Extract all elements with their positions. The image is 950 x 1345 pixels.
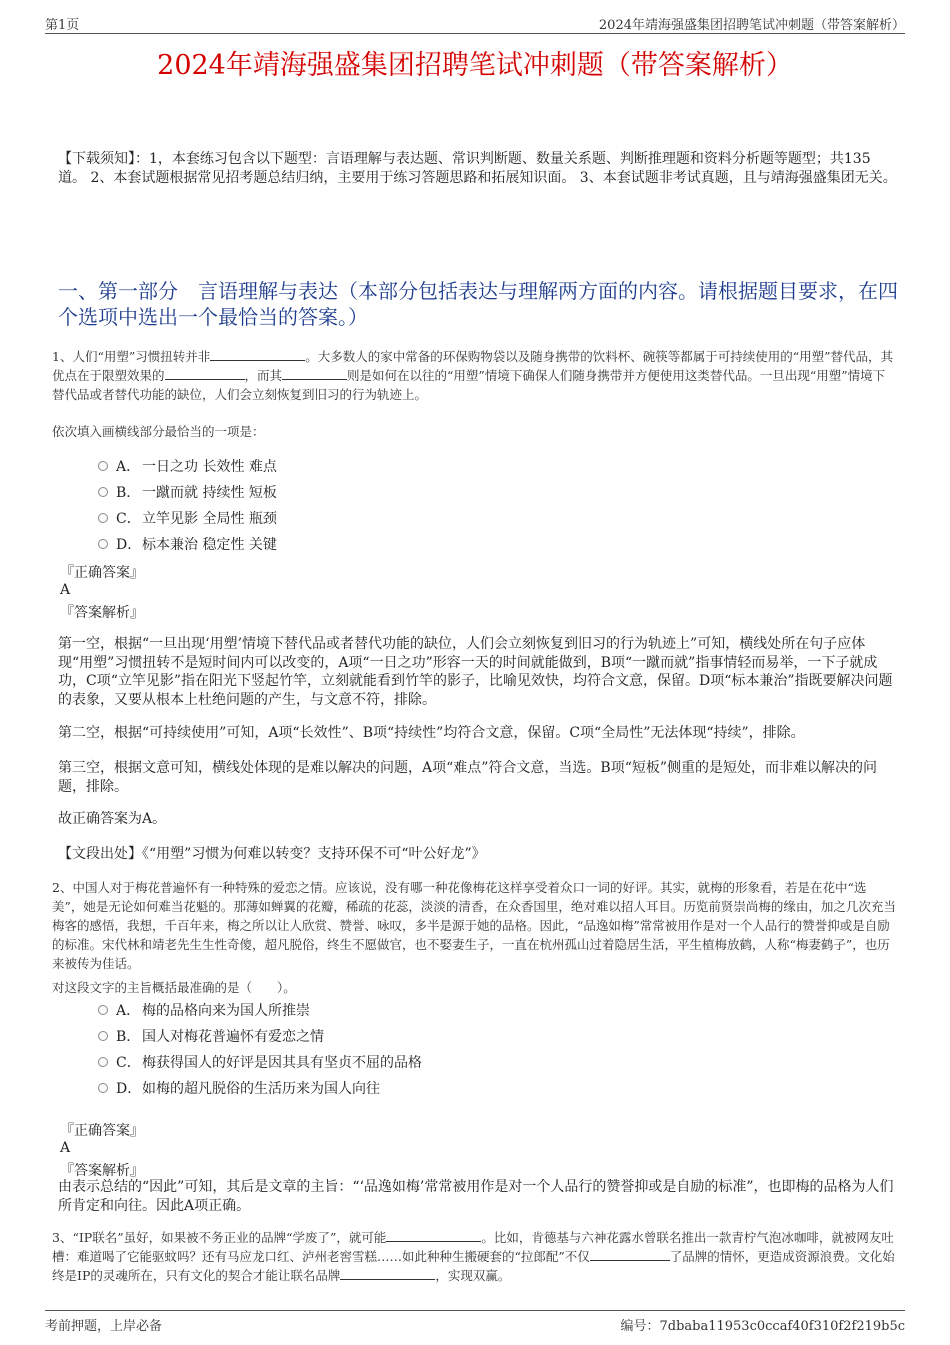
question-2-stem: 2、中国人对于梅花普遍怀有一种特殊的爱恋之情。应该说，没有哪一种花像梅花这样享受着众口一词的好评。其实，就梅的形象看，若是在花中“选美”，她是无论如何难当花魁的。那薄如蝉翼的花瓣，稀疏的花蕊，淡淡的清香，在众香国里，绝对难以招人耳目。历览前贤崇尚梅的缘由，加之几次充当梅客的感悟，我想，千百年来，梅之所以让人欣赏、赞誉、咏叹，多半是源于她的品格。因此，“品逸如梅”常常被用作是对一个人品行的赞誉抑或是自励的标准。宋代林和靖老先生生性奇傻，超凡脱俗，终生不愿做官，也不娶妻生子，一直在杭州孤山过着隐居生活，平生植梅放鹤，人称“梅妻鹤子”，也历来被传为佳话。 xyxy=(52,880,896,971)
question-1-options xyxy=(98,453,277,557)
analysis-paragraph: 由表示总结的“因此”可知，其后是文章的主旨：“‘品逸如梅’常常被用作是对一个人品行的赞誉抑或是自励的标准”，也即梅的品格为人们所肯定和向往。因此A项正确。 xyxy=(58,1179,894,1214)
option-a[interactable]: A． 一日之功 长效性 难点 xyxy=(98,453,277,479)
page-number: 第1页 xyxy=(45,18,80,33)
download-notice: 【下载须知】：1，本套练习包含以下题型：言语理解与表达题、常识判断题、数量关系题、判断推理题和资料分析题等题型；共135道。 2、本套试题根据常见招考题总结归纳，主要用于练习答题思路和拓展知识面。 3、本套试题非考试真题，且与靖海强盛集团无关。 xyxy=(58,151,897,186)
answer-value: A xyxy=(60,582,71,598)
source-note: 【文段出处】《“用塑”习惯为何难以转变？支持环保不可“叶公好龙”》 xyxy=(58,846,486,862)
header-doc-title: 2024年靖海强盛集团招聘笔试冲刺题（带答案解析） xyxy=(598,18,905,33)
analysis-paragraph: 第一空，根据“一旦出现‘用塑’情境下替代品或者替代功能的缺位，人们会立刻恢复到旧习的行为轨迹上”可知，横线处所在句子应体现“用塑”习惯扭转不是短时间内可以改变的，A项“一日之功”形容一天的时间就能做到，B项“一蹴而就”指事情轻而易举，一下子就成功，C项“立竿见影”指在阳光下竖起竹竿，立刻就能看到竹竿的影子，比喻见效快，均符合文意，保留。D项“标本兼治”指既要解决问题的表象，又要从根本上杜绝问题的产生，与文意不符，排除。 xyxy=(58,636,893,708)
analysis-label: 『答案解析』 xyxy=(60,605,144,621)
answer-blank xyxy=(590,1248,670,1261)
footer-slogan: 考前押题，上岸必备 xyxy=(45,1319,163,1334)
analysis-conclusion: 故正确答案为A。 xyxy=(58,811,167,827)
answer-blank xyxy=(340,1267,435,1280)
question-3-stem: 3、“IP联名”虽好，如果被不务正业的品牌“学废了”，就可能 。比如，肯德基与六神花露水曾联名推出一款青柠气泡冰咖啡，就被网友吐槽：难道喝了它能驱蚊吗？还有马应龙口红、泸州老窖雪糕……如此种种生搬硬套的“拉郎配”不仅 了品牌的情怀，更造成资源浪费。文化始终是IP的灵魂所在，只有文化的契合才能让联名品牌 ，实现双赢。 xyxy=(52,1230,895,1283)
answer-blank xyxy=(210,348,305,361)
option-c[interactable]: C． 立竿见影 全局性 瓶颈 xyxy=(98,505,277,531)
answer-label: 『正确答案』 xyxy=(60,1123,144,1139)
page-title: 2024年靖海强盛集团招聘笔试冲刺题（带答案解析） xyxy=(157,50,793,81)
option-d[interactable]: D． 如梅的超凡脱俗的生活历来为国人向往 xyxy=(98,1075,422,1101)
section-heading: 一、第一部分 言语理解与表达（本部分包括表达与理解两方面的内容。请根据题目要求，在四个选项中选出一个最恰当的答案。） xyxy=(58,279,898,329)
option-b[interactable]: B． 一蹴而就 持续性 短板 xyxy=(98,479,277,505)
question-2-prompt: 对这段文字的主旨概括最准确的是（ ）。 xyxy=(52,980,296,995)
answer-blank xyxy=(282,367,347,380)
answer-blank xyxy=(386,1229,481,1242)
question-2-options xyxy=(98,997,422,1101)
analysis-paragraph: 第二空，根据“可持续使用”可知，A项“长效性”、B项“持续性”均符合文意，保留。C项“全局性”无法体现“持续”，排除。 xyxy=(58,725,805,741)
answer-label: 『正确答案』 xyxy=(60,565,144,581)
header-divider xyxy=(45,33,905,34)
answer-blank xyxy=(165,367,245,380)
option-d[interactable]: D． 标本兼治 稳定性 关键 xyxy=(98,531,277,557)
analysis-paragraph: 第三空，根据文意可知，横线处体现的是难以解决的问题，A项“难点”符合文意，当选。B项“短板”侧重的是短处，而非难以解决的问题，排除。 xyxy=(58,760,878,795)
radio-icon[interactable] xyxy=(98,461,108,471)
footer-divider xyxy=(45,1310,905,1311)
radio-icon[interactable] xyxy=(98,1031,108,1041)
question-1-prompt: 依次填入画横线部分最恰当的一项是： xyxy=(52,424,265,439)
radio-icon[interactable] xyxy=(98,487,108,497)
option-c[interactable]: C． 梅获得国人的好评是因其具有坚贞不屈的品格 xyxy=(98,1049,422,1075)
analysis-label: 『答案解析』 xyxy=(60,1163,144,1179)
option-a[interactable]: A． 梅的品格向来为国人所推崇 xyxy=(98,997,422,1023)
answer-value: A xyxy=(60,1140,71,1156)
question-1-stem: 1、人们“用塑”习惯扭转并非 。大多数人的家中常备的环保购物袋以及随身携带的饮料杯、碗筷等都属于可持续使用的“用塑”替代品，其优点在于限塑效果的 ，而其 则是如何在以往的“用塑”情境下确保人们随身携带并方便使用这类替代品。一旦出现“用塑”情境下替代品或者替代功能的缺位，人们会立刻恢复到旧习的行为轨迹上。 xyxy=(52,349,894,402)
radio-icon[interactable] xyxy=(98,513,108,523)
radio-icon[interactable] xyxy=(98,539,108,549)
footer-doc-id: 编号：7dbaba11953c0ccaf40f310f2f219b5c xyxy=(620,1319,905,1334)
radio-icon[interactable] xyxy=(98,1083,108,1093)
radio-icon[interactable] xyxy=(98,1005,108,1015)
radio-icon[interactable] xyxy=(98,1057,108,1067)
option-b[interactable]: B． 国人对梅花普遍怀有爱恋之情 xyxy=(98,1023,422,1049)
